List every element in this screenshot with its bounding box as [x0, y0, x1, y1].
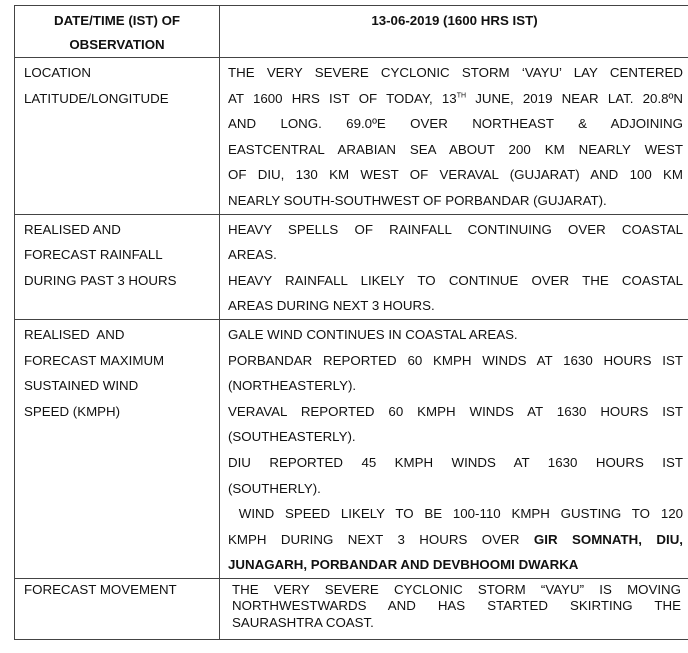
wind-label-line3: SUSTAINED WIND — [24, 378, 139, 394]
wind-line10 — [228, 552, 683, 578]
movement-line3: SAURASHTRA COAST. — [232, 614, 374, 630]
wind-line10-bold: JUNAGARH, PORBANDAR AND DEVBHOOMI DWARKA — [228, 557, 579, 573]
location-line2 — [228, 86, 683, 112]
location-label-cell — [15, 58, 220, 215]
wind-value-cell — [220, 319, 688, 578]
rainfall-label-cell — [15, 214, 220, 319]
rainfall-label-line2: FORECAST RAINFALL — [24, 247, 163, 263]
rainfall-line1: HEAVY SPELLS OF RAINFALL CONTINUING OVER COASTAL — [228, 221, 683, 237]
wind-line4: VERAVAL REPORTED 60 KMPH WINDS AT 1630 HOURS IST — [228, 403, 683, 419]
wind-line1: GALE WIND CONTINUES IN COASTAL AREAS. — [228, 326, 518, 342]
movement-row — [15, 578, 688, 640]
location-line4: EASTCENTRAL ARABIAN SEA ABOUT 200 KM NEARLY WEST — [228, 141, 683, 157]
wind-line9-a: KMPH DURING NEXT 3 HOURS OVER — [228, 531, 534, 547]
location-line1: THE VERY SEVERE CYCLONIC STORM ‘VAYU’ LAY CENTERED — [228, 65, 683, 80]
movement-line1: THE VERY SEVERE CYCLONIC STORM “VAYU” IS MOVING — [232, 581, 681, 597]
wind-line3: (NORTHEASTERLY). — [228, 378, 357, 394]
rainfall-value-cell — [220, 214, 688, 319]
location-line2-a: AT 1600 HRS IST OF TODAY, 13 — [228, 90, 457, 106]
header-date-time: 13-06-2019 (1600 HRS IST) — [371, 13, 538, 28]
header-right-cell — [220, 6, 688, 58]
rainfall-line2: AREAS. — [228, 247, 277, 263]
location-value-cell — [220, 58, 688, 215]
wind-line9 — [228, 527, 683, 553]
rainfall-row — [15, 214, 688, 319]
movement-value-cell — [220, 578, 688, 640]
header-left-line1: DATE/TIME (IST) OF — [53, 13, 181, 28]
movement-line2: NORTHWESTWARDS AND HAS STARTED SKIRTING THE — [232, 598, 681, 614]
rainfall-line3: HEAVY RAINFALL LIKELY TO CONTINUE OVER THE COASTAL — [228, 272, 683, 288]
wind-line6: DIU REPORTED 45 KMPH WINDS AT 1630 HOURS IST — [228, 454, 683, 470]
cyclone-bulletin-table — [14, 5, 688, 640]
wind-line2: PORBANDAR REPORTED 60 KMPH WINDS AT 1630 HOURS IST — [228, 352, 683, 368]
wind-line7: (SOUTHERLY). — [228, 480, 321, 496]
location-line2-b: JUNE, 2019 NEAR LAT. 20.8ºN — [466, 90, 683, 106]
wind-line9-bold: GIR SOMNATH, DIU, — [533, 531, 683, 547]
location-line5: OF DIU, 130 KM WEST OF VERAVAL (GUJARAT) AND 100 KM — [228, 167, 683, 183]
wind-label-line1: REALISED AND — [24, 326, 125, 342]
wind-label-line4: SPEED (KMPH) — [24, 403, 121, 419]
header-left-cell — [15, 6, 220, 58]
header-left-line2: OBSERVATION — [69, 37, 165, 52]
location-label-line1: LOCATION — [24, 65, 91, 80]
location-row — [15, 58, 688, 215]
location-line6: NEARLY SOUTH-SOUTHWEST OF PORBANDAR (GUJARAT). — [228, 192, 607, 208]
wind-row — [15, 319, 688, 578]
location-line2-sup: TH — [456, 92, 467, 100]
rainfall-label-line1: REALISED AND — [24, 221, 121, 237]
movement-label-cell — [15, 578, 220, 640]
wind-line8: WIND SPEED LIKELY TO BE 100-110 KMPH GUSTING TO 120 — [228, 506, 683, 522]
header-row — [15, 6, 688, 58]
wind-label-line2: FORECAST MAXIMUM — [24, 352, 165, 368]
rainfall-line4: AREAS DURING NEXT 3 HOURS. — [228, 298, 435, 314]
location-label-line2: LATITUDE/LONGITUDE — [24, 90, 169, 106]
rainfall-label-line3: DURING PAST 3 HOURS — [24, 272, 177, 288]
location-line3: AND LONG. 69.0ºE OVER NORTHEAST & ADJOINING — [228, 116, 683, 132]
wind-label-cell — [15, 319, 220, 578]
movement-label: FORECAST MOVEMENT — [24, 581, 177, 597]
wind-line5: (SOUTHEASTERLY). — [228, 429, 356, 445]
